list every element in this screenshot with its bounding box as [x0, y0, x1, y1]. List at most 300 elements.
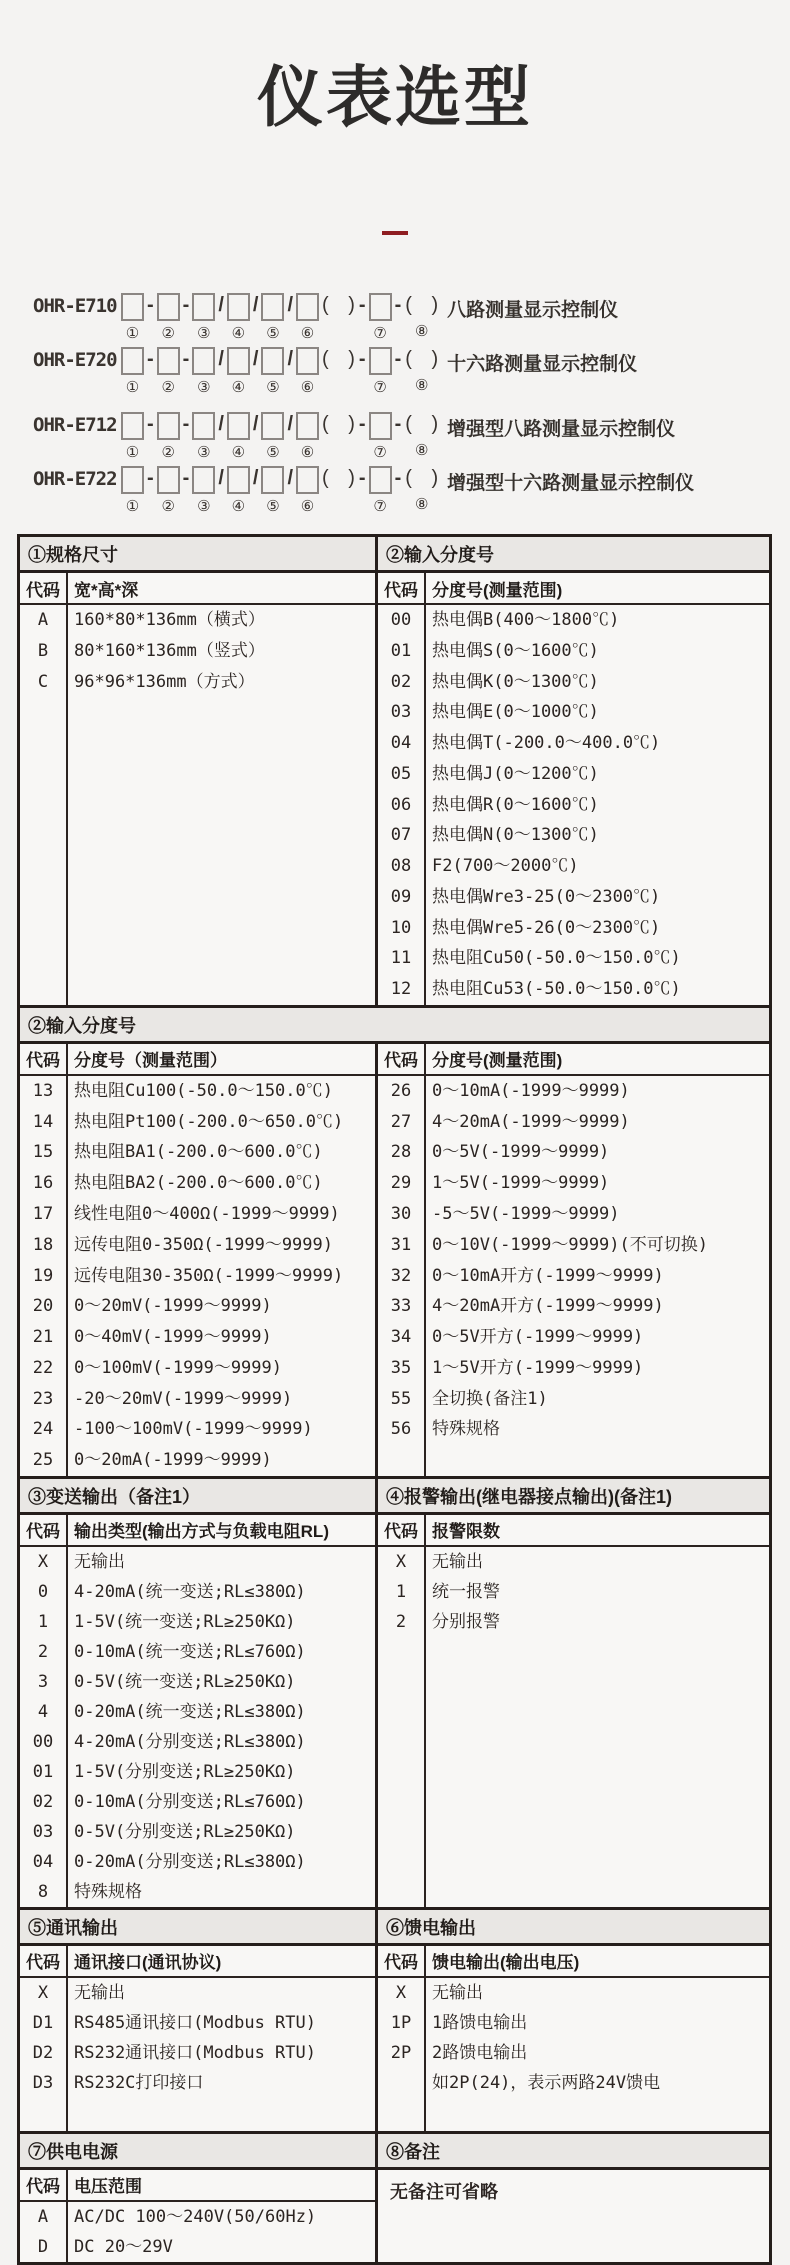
table-row [378, 667, 769, 698]
format-token [393, 345, 404, 397]
table-row [20, 1817, 375, 1847]
table-row [378, 1322, 769, 1353]
row-code: 56 [390, 1419, 412, 1440]
format-box [369, 412, 392, 440]
column-header-row [20, 2170, 375, 2202]
column-header-row [378, 1946, 769, 1978]
row-code: 1 [395, 1581, 407, 1602]
row-value: F2(700～2000℃) [432, 856, 579, 877]
table-row [378, 1291, 769, 1322]
format-token [156, 410, 181, 464]
model-description: 八路测量显示控制仪 [447, 300, 619, 321]
format-separator: - [147, 294, 154, 316]
row-value: 热电偶K(0～1300℃) [432, 671, 599, 692]
format-token [368, 410, 393, 464]
table-row [20, 1577, 375, 1607]
table-row [20, 605, 375, 636]
format-separator: / [287, 348, 294, 370]
table-row [378, 974, 769, 1005]
row-code: 8 [37, 1881, 49, 1902]
row-code: 25 [32, 1450, 54, 1471]
row-value: 热电偶Wre5-26(0～2300℃) [432, 917, 661, 938]
row-code: 21 [32, 1327, 54, 1348]
column-divider [424, 1515, 426, 1907]
section-left-half [20, 2170, 375, 2262]
format-separator: / [218, 294, 224, 316]
row-code: D2 [32, 2042, 54, 2063]
format-token [403, 464, 440, 516]
format-token [260, 464, 285, 518]
format-token [216, 291, 226, 343]
row-value: 1～5V(-1999～9999) [432, 1173, 610, 1194]
format-separator: - [394, 294, 402, 316]
row-code: 1P [390, 2012, 412, 2033]
format-box [227, 293, 250, 321]
row-value: 热电偶S(0～1600℃) [432, 640, 599, 661]
format-token [260, 410, 285, 464]
format-box [121, 466, 144, 494]
paren-placeholder: ( ) [322, 294, 355, 316]
format-token [181, 291, 192, 343]
row-code: 33 [390, 1296, 412, 1317]
row-code: A [37, 2206, 49, 2227]
row-value: 热电阻BA1(-200.0～600.0℃) [74, 1142, 323, 1163]
section-right-half [375, 1044, 769, 1476]
row-value: 0～10V(-1999～9999)(不可切换) [432, 1234, 708, 1255]
format-separator: - [394, 413, 402, 435]
row-value: 热电偶R(0～1600℃) [432, 794, 599, 815]
row-value: AC/DC 100～240V(50/60Hz) [74, 2206, 317, 2227]
format-token [320, 410, 357, 462]
circled-number: ③ [197, 379, 211, 396]
circled-number: ⑦ [373, 498, 387, 515]
table-row [378, 1168, 769, 1199]
column-header-code: 代码 [26, 2177, 60, 2197]
row-code: D3 [32, 2072, 54, 2093]
format-token [260, 345, 285, 399]
format-token [320, 464, 357, 516]
format-token [357, 291, 368, 343]
format-box [261, 293, 284, 321]
format-separator: - [182, 467, 190, 489]
format-token [393, 291, 404, 343]
row-value: 1-5V(统一变送;RL≥250KΩ) [74, 1611, 296, 1632]
row-value: 0-5V(统一变送;RL≥250KΩ) [74, 1671, 296, 1692]
table-row [378, 1353, 769, 1384]
row-value: 特殊规格 [74, 1881, 142, 1902]
model-name: OHR-E712 [33, 414, 117, 436]
row-value: 分别报警 [432, 1611, 500, 1632]
row-value: -20～20mV(-1999～9999) [74, 1388, 293, 1409]
circled-number: ⑤ [266, 444, 280, 461]
row-value: RS232通讯接口(Modbus RTU) [74, 2042, 316, 2063]
table-row [20, 1847, 375, 1877]
row-value: 无输出 [74, 1982, 125, 2003]
paren-placeholder: ( ) [322, 467, 355, 489]
circled-number: ⑥ [300, 325, 315, 342]
row-value: 0～5V开方(-1999～9999) [432, 1327, 644, 1348]
model-description: 十六路测量显示控制仪 [447, 354, 638, 375]
format-token [393, 464, 404, 516]
format-token [403, 345, 440, 397]
table-row [20, 1168, 375, 1199]
row-value: 远传电阻0-350Ω(-1999～9999) [74, 1234, 333, 1255]
row-code: 18 [32, 1234, 54, 1255]
format-token [368, 291, 393, 345]
row-code: 16 [32, 1173, 54, 1194]
page-title: 仪表选型 [257, 60, 533, 134]
format-token [251, 410, 261, 462]
row-code: 24 [32, 1419, 54, 1440]
model-code-format [120, 345, 440, 399]
model-code-format [120, 291, 440, 345]
format-separator: - [182, 348, 190, 370]
row-code: 00 [390, 610, 412, 630]
section-title: ②输入分度号 [375, 537, 769, 570]
column-divider [66, 1515, 68, 1907]
format-separator: - [182, 294, 190, 316]
column-header-row [20, 1515, 375, 1547]
format-separator: / [218, 467, 224, 489]
column-header-value: 分度号(测量范围) [432, 580, 563, 600]
format-separator: - [358, 413, 366, 435]
column-header-value: 通讯接口(通讯协议) [74, 1953, 222, 1973]
format-box [261, 412, 284, 440]
format-token [216, 345, 226, 397]
table-row [20, 1230, 375, 1261]
row-code: 15 [32, 1142, 54, 1163]
column-header-row [378, 1515, 769, 1547]
format-token [181, 464, 192, 516]
format-token [120, 410, 145, 464]
row-code: 30 [390, 1204, 412, 1225]
format-token [216, 410, 226, 462]
format-box [157, 412, 180, 440]
table-row [378, 882, 769, 913]
section-header [20, 1910, 769, 1946]
section-right-half [375, 1946, 769, 2131]
row-code: 02 [32, 1791, 54, 1812]
table-row [20, 1384, 375, 1415]
row-value: 0～10mA开方(-1999～9999) [432, 1265, 664, 1286]
circled-number: ④ [231, 444, 246, 461]
circled-number: ⑦ [373, 325, 387, 342]
column-header-value: 宽*高*深 [74, 580, 139, 600]
row-code: 22 [32, 1357, 54, 1378]
format-box [369, 347, 392, 375]
format-token [226, 464, 251, 518]
row-code: 31 [390, 1234, 412, 1255]
format-token [145, 464, 156, 516]
row-code: 08 [390, 856, 412, 877]
table-row [378, 1978, 769, 2008]
format-token [226, 291, 251, 345]
column-header-row [20, 1044, 375, 1076]
section-title: ①规格尺寸 [28, 545, 118, 565]
remark-note: 无备注可省略 [390, 2181, 498, 2202]
row-value: 热电偶Wre3-25(0～2300℃) [432, 886, 661, 907]
section-left-half [20, 1946, 375, 2131]
row-value: 热电偶B(400～1800℃) [432, 610, 620, 630]
row-value: 无输出 [432, 1982, 483, 2003]
format-separator: / [218, 413, 224, 435]
model-name: OHR-E720 [33, 349, 117, 371]
format-token [145, 345, 156, 397]
row-code: 2 [37, 1641, 49, 1662]
table-row [20, 1291, 375, 1322]
format-token [120, 345, 145, 399]
table-row [20, 2008, 375, 2038]
format-token [251, 291, 261, 343]
section-body [20, 1044, 769, 1476]
circled-number: ② [161, 325, 175, 342]
row-value: 无输出 [432, 1551, 483, 1572]
table-row [378, 1261, 769, 1292]
row-code: 23 [32, 1388, 54, 1409]
format-box [192, 347, 215, 375]
format-token [357, 345, 368, 397]
table-row [378, 1414, 769, 1445]
row-code: 2 [395, 1611, 407, 1632]
row-code: 28 [390, 1142, 412, 1163]
format-box [369, 293, 392, 321]
table-row [378, 820, 769, 851]
circled-number: ③ [197, 325, 211, 342]
model-row [33, 464, 790, 518]
format-token [145, 410, 156, 462]
circled-number: ⑥ [300, 498, 315, 515]
row-code: 3 [37, 1671, 49, 1692]
format-token [120, 291, 145, 345]
format-box [121, 293, 144, 321]
column-header-row [20, 573, 375, 605]
table-row [378, 1230, 769, 1261]
row-code: 27 [390, 1111, 412, 1132]
format-separator: - [147, 413, 154, 435]
row-code: 13 [32, 1080, 54, 1101]
circled-number: ④ [231, 498, 246, 515]
table-row [20, 1261, 375, 1292]
row-value: 4～20mA开方(-1999～9999) [432, 1296, 664, 1317]
format-separator: / [287, 413, 294, 435]
row-code: D [37, 2236, 49, 2257]
row-value: RS485通讯接口(Modbus RTU) [74, 2012, 316, 2033]
row-value: 0～40mV(-1999～9999) [74, 1327, 272, 1348]
circled-number: ⑧ [414, 323, 429, 340]
row-code: 12 [390, 979, 412, 1000]
paren-placeholder: ( ) [405, 348, 439, 370]
row-code: X [395, 1982, 407, 2003]
row-value: 0～5V(-1999～9999) [432, 1142, 610, 1163]
table-row [20, 2068, 375, 2098]
table-row [20, 1076, 375, 1107]
table-row [378, 1107, 769, 1138]
row-value: 1路馈电输出 [432, 2012, 528, 2033]
section-body [20, 573, 769, 1005]
column-header-value: 报警限数 [432, 1522, 500, 1542]
format-separator: - [358, 467, 366, 489]
circled-number: ⑤ [266, 498, 280, 515]
column-header-code: 代码 [26, 1522, 60, 1542]
section-right-half [375, 2170, 769, 2262]
column-divider [66, 1044, 68, 1476]
section-left-half [20, 573, 375, 1005]
section [20, 537, 769, 1005]
section [20, 1907, 769, 2131]
column-header-value: 电压范围 [74, 2177, 142, 2197]
format-token [191, 345, 216, 399]
row-code: 26 [390, 1080, 412, 1101]
row-value: 4-20mA(统一变送;RL≤380Ω) [74, 1581, 306, 1602]
format-token [285, 464, 295, 516]
row-code: 06 [390, 794, 412, 815]
circled-number: ⑧ [414, 377, 429, 394]
row-value: 线性电阻0～400Ω(-1999～9999) [74, 1204, 340, 1225]
section-title: ⑦供电电源 [28, 2141, 118, 2162]
format-box [261, 347, 284, 375]
section-title: ⑤通讯输出 [28, 1917, 118, 1938]
circled-number: ⑥ [300, 444, 315, 461]
row-value: 如2P(24)，表示两路24V馈电 [432, 2072, 661, 2093]
row-value: 热电阻Cu53(-50.0～150.0℃) [432, 979, 681, 1000]
format-separator: / [252, 467, 259, 489]
row-value: 热电阻Cu50(-50.0～150.0℃) [432, 948, 681, 969]
column-header-value: 分度号(测量范围) [432, 1051, 563, 1071]
table-row [20, 1322, 375, 1353]
row-value: 4～20mA(-1999～9999) [432, 1111, 630, 1132]
format-separator: - [394, 467, 402, 489]
row-value: DC 20～29V [74, 2236, 173, 2257]
table-row [20, 1607, 375, 1637]
format-box [227, 412, 250, 440]
row-code: 19 [32, 1265, 54, 1286]
row-value: 0～20mA(-1999～9999) [74, 1450, 272, 1471]
format-token [191, 410, 216, 464]
paren-placeholder: ( ) [405, 413, 439, 435]
format-separator: / [218, 348, 224, 370]
format-box [121, 412, 144, 440]
circled-number: ③ [197, 498, 211, 515]
table-row [20, 1667, 375, 1697]
format-token [260, 291, 285, 345]
section-header [20, 1008, 769, 1044]
row-code: 03 [32, 1821, 54, 1842]
column-divider [424, 1044, 426, 1476]
table-row [20, 1978, 375, 2008]
spec-table [17, 534, 772, 2265]
format-token [145, 291, 156, 343]
format-separator: - [394, 348, 402, 370]
format-separator: - [147, 348, 154, 370]
format-separator: - [358, 294, 366, 316]
format-box [157, 293, 180, 321]
table-row [20, 1199, 375, 1230]
table-row [20, 1727, 375, 1757]
column-header-code: 代码 [26, 1953, 60, 1973]
format-token [216, 464, 226, 516]
format-box [157, 347, 180, 375]
column-header-code: 代码 [384, 1953, 418, 1973]
format-token [120, 464, 145, 518]
table-row [378, 1577, 769, 1607]
circled-number: ⑤ [266, 379, 280, 396]
format-box [296, 412, 319, 440]
section-left-half [20, 1044, 375, 1476]
format-box [261, 466, 284, 494]
circled-number: ① [125, 444, 140, 461]
column-divider [66, 1946, 68, 2131]
table-row [378, 1199, 769, 1230]
circled-number: ① [125, 498, 140, 515]
format-separator: / [252, 348, 259, 370]
table-row [378, 636, 769, 667]
table-row [378, 1547, 769, 1577]
table-row [378, 790, 769, 821]
column-divider [66, 573, 68, 1005]
column-divider [66, 2170, 68, 2262]
row-value: 160*80*136mm（横式） [74, 610, 265, 630]
row-value: 2路馈电输出 [432, 2042, 528, 2063]
circled-number: ⑦ [373, 379, 387, 396]
row-code: 05 [390, 763, 412, 784]
circled-number: ② [161, 444, 175, 461]
format-box [192, 412, 215, 440]
format-token [251, 464, 261, 516]
format-token [403, 410, 440, 462]
row-code: 02 [390, 671, 412, 692]
section-body [20, 1515, 769, 1907]
column-header-row [378, 1044, 769, 1076]
circled-number: ⑥ [300, 379, 315, 396]
section-header [20, 1479, 769, 1515]
column-header-value: 分度号（测量范围） [74, 1051, 227, 1071]
table-row [378, 728, 769, 759]
circled-number: ③ [197, 444, 211, 461]
row-code: 0 [37, 1581, 49, 1602]
column-header-code: 代码 [26, 1051, 60, 1071]
column-header-row [378, 573, 769, 605]
model-code-format [120, 464, 440, 518]
section-title: ②输入分度号 [28, 1015, 136, 1036]
row-value: 0-20mA(分别变送;RL≤380Ω) [74, 1851, 306, 1872]
section [20, 1476, 769, 1907]
row-value: 统一报警 [432, 1581, 500, 1602]
format-token [295, 464, 320, 518]
column-divider [424, 1946, 426, 2131]
row-value: 热电偶T(-200.0～400.0℃) [432, 733, 661, 754]
row-value: 4-20mA(分别变送;RL≤380Ω) [74, 1731, 306, 1752]
model-name: OHR-E722 [33, 468, 117, 490]
format-token [368, 464, 393, 518]
format-token [285, 410, 295, 462]
paren-placeholder: ( ) [322, 348, 355, 370]
row-code: 29 [390, 1173, 412, 1194]
format-token [320, 345, 357, 397]
row-code: 35 [390, 1357, 412, 1378]
format-token [357, 464, 368, 516]
format-separator: - [182, 413, 190, 435]
row-value: 热电偶N(0～1300℃) [432, 825, 599, 846]
row-value: -100～100mV(-1999～9999) [74, 1419, 313, 1440]
section-header [20, 2134, 769, 2170]
accent-dash [382, 231, 408, 235]
circled-number: ⑧ [414, 442, 429, 459]
row-value: 0-20mA(统一变送;RL≤380Ω) [74, 1701, 306, 1722]
row-code [378, 2068, 424, 2098]
row-code: 11 [390, 948, 412, 969]
table-row [378, 605, 769, 636]
model-name: OHR-E710 [33, 295, 117, 317]
